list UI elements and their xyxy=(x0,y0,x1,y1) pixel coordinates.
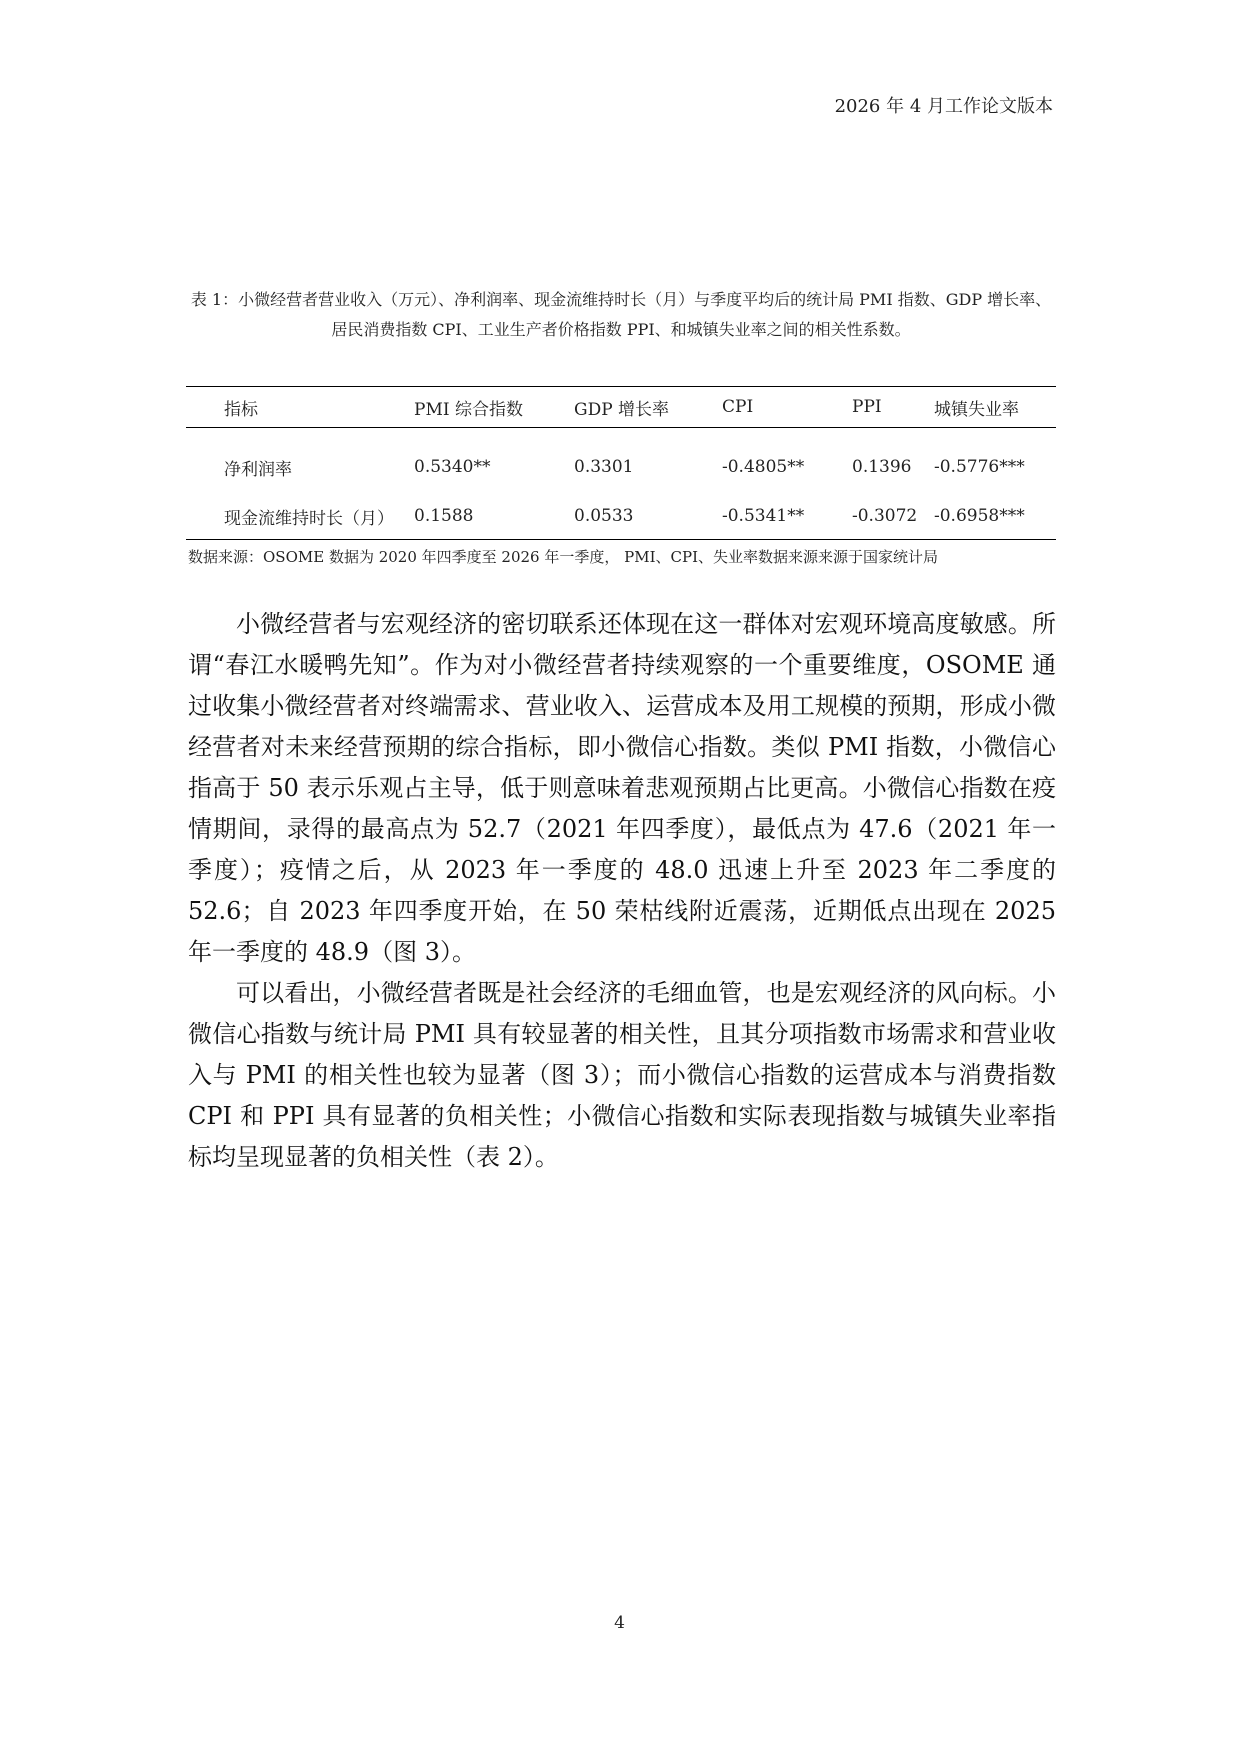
body-text xyxy=(188,604,1056,1178)
row-label: 现金流维持时长（月） xyxy=(186,493,413,540)
table-cell: -0.5776*** xyxy=(934,457,1025,477)
page-number: 4 xyxy=(614,1613,625,1633)
table-row xyxy=(186,428,1056,494)
body-paragraph: 小微经营者与宏观经济的密切联系还体现在这一群体对宏观环境高度敏感。所谓“春江水暖鸭先知”。作为对小微经营者持续观察的一个重要维度，OSOME 通过收集小微经营者对终端需求、营业收入、运营成本及用工规模的预期，形成小微经营者对未来经营预期的综合指标，即小微信心指数。类似 PMI 指数，小微信心指高于 50 表示乐观占主导，低于则意味着悲观预期占比更高。小微信心指数在疫情期间，录得的最高点为 52.7（2021 年四季度），最低点为 47.6（2021 年一季度）；疫情之后，从 2023 年一季度的 48.0 迅速上升至 2023 年二季度的 52.6；自 2023 年四季度开始，在 50 荣枯线附近震荡，近期低点出现在 2025 年一季度的 48.9（图 3）。 xyxy=(188,610,1056,966)
table-row xyxy=(186,493,1056,540)
column-header-unemployment: 城镇失业率 xyxy=(933,387,1056,428)
body-paragraph: 可以看出，小微经营者既是社会经济的毛细血管，也是宏观经济的风向标。小微信心指数与统计局 PMI 具有较显著的相关性，且其分项指数市场需求和营业收入与 PMI 的相关性也较为显著（图 3）；而小微信心指数的运营成本与消费指数 CPI 和 PPI 具有显著的负相关性；小微信心指数和实际表现指数与城镇失业率指标均呈现显著的负相关性（表 2）。 xyxy=(188,979,1056,1171)
table-cell: 0.1396 xyxy=(852,457,912,477)
table-caption: 表 1：小微经营者营业收入（万元）、净利润率、现金流维持时长（月）与季度平均后的统计局 PMI 指数、GDP 增长率、居民消费指数 CPI、工业生产者价格指数 PPI、和城镇失业率之间的相关性系数。 xyxy=(190,290,1052,339)
column-header-ppi: PPI xyxy=(851,387,933,428)
column-header-pmi: PMI 综合指数 xyxy=(413,387,573,428)
table-cell: 0.3301 xyxy=(574,457,634,477)
column-header-indicator: 指标 xyxy=(186,387,413,428)
table-cell: -0.6958*** xyxy=(933,493,1056,540)
document-version-header: 2026 年 4 月工作论文版本 xyxy=(834,96,1053,117)
table-header-row xyxy=(186,387,1056,428)
column-header-cpi: CPI xyxy=(721,387,851,428)
table-cell: 0.1588 xyxy=(413,493,573,540)
table-source-note: 数据来源：OSOME 数据为 2020 年四季度至 2026 年一季度， PMI、CPI、失业率数据来源来源于国家统计局 xyxy=(188,548,939,566)
column-header-gdp: GDP 增长率 xyxy=(573,387,721,428)
table-cell: 0.5340** xyxy=(414,457,491,477)
row-label: 净利润率 xyxy=(224,459,292,480)
table-cell: -0.4805** xyxy=(722,457,805,477)
table-cell: 0.0533 xyxy=(573,493,721,540)
table-cell: -0.3072 xyxy=(851,493,933,540)
table-cell: -0.5341** xyxy=(721,493,851,540)
correlation-table xyxy=(186,386,1056,540)
